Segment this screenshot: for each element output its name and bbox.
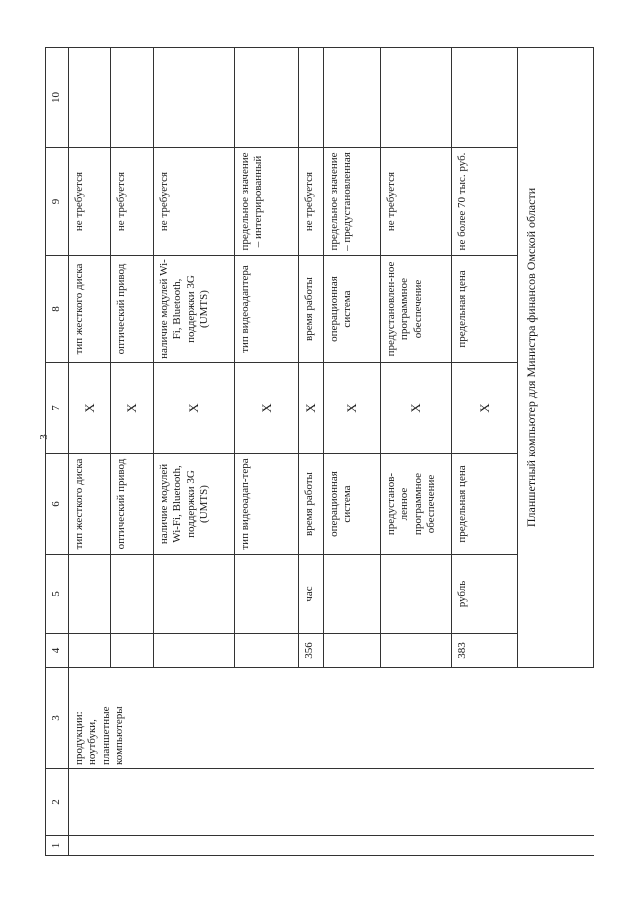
characteristic-cell: время работы [299,454,324,555]
value-cell: не требуется [299,148,324,256]
characteristic-cell: тип видеоадап-тера [235,454,299,555]
characteristic-cell: оптический привод [111,454,154,555]
characteristic-cell: предельная цена [452,454,518,555]
characteristic-cell: предустановлен-ное программное обеспечение [381,256,452,363]
column-number: 1 [46,836,69,856]
column-number: 5 [46,555,69,634]
footer-title: Планшетный компьютер для Министра финансов Омской области [518,48,594,668]
column-number: 7 [46,363,69,454]
unit-cell [154,555,235,634]
characteristic-cell: операционная система [324,454,381,555]
code-cell [69,634,111,668]
column-number: 3 [46,668,69,769]
column-number: 4 [46,634,69,668]
characteristic-cell: тип видеоадаптера [235,256,299,363]
empty-cell [324,48,381,148]
x-cell: X [452,363,518,454]
code-cell [111,634,154,668]
column-number: 9 [46,148,69,256]
characteristic-cell: тип жесткого диска [69,256,111,363]
characteristic-cell: предельная цена [452,256,518,363]
page-number: 3 [38,434,50,440]
value-cell: предельное значение – интегрированный [235,148,299,256]
code-cell [324,634,381,668]
value-cell: не требуется [381,148,452,256]
column-number: 6 [46,454,69,555]
blank-cell [518,836,594,856]
x-cell: X [154,363,235,454]
blank-cell [518,769,594,836]
value-cell: не более 70 тыс. руб. [452,148,518,256]
value-cell: не требуется [111,148,154,256]
x-cell: X [299,363,324,454]
x-cell: X [381,363,452,454]
unit-cell [235,555,299,634]
rotated-page [45,48,595,856]
empty-cell [69,48,111,148]
characteristic-cell: время работы [299,256,324,363]
column-number: 8 [46,256,69,363]
empty-cell [299,48,324,148]
footer-row [518,48,594,856]
characteristic-cell: наличие модулей Wi-Fi, Bluetooth, поддержки 3G (UMTS) [154,256,235,363]
value-cell: не требуется [154,148,235,256]
unit-cell [324,555,381,634]
code-cell [235,634,299,668]
characteristic-cell: наличие модулей Wi-Fi, Bluetooth, поддержки 3G (UMTS) [154,454,235,555]
product-cell: продукции: ноутбуки, планшетные компьютеры [69,668,518,769]
x-cell: X [69,363,111,454]
column-number-row [46,48,69,856]
code-cell [381,634,452,668]
blank-cell [518,668,594,769]
empty-cell [154,48,235,148]
unit-cell [381,555,452,634]
empty-cell [452,48,518,148]
x-cell: X [235,363,299,454]
column-number: 2 [46,769,69,836]
column-number: 10 [46,48,69,148]
characteristic-cell: тип жесткого диска [69,454,111,555]
characteristic-cell: оптический привод [111,256,154,363]
unit-cell [111,555,154,634]
unit-cell [69,555,111,634]
blank-cell [69,769,518,836]
code-cell: 356 [299,634,324,668]
code-cell: 383 [452,634,518,668]
x-cell: X [111,363,154,454]
characteristics-table [45,47,594,856]
x-cell: X [324,363,381,454]
empty-cell [235,48,299,148]
value-cell: предельное значение – предустановленная [324,148,381,256]
blank-cell [69,836,518,856]
code-cell [154,634,235,668]
characteristic-cell: предустанов-ленное программное обеспечение [381,454,452,555]
unit-cell: рубль [452,555,518,634]
characteristic-cell: операционная система [324,256,381,363]
empty-cell [111,48,154,148]
value-cell: не требуется [69,148,111,256]
unit-cell: час [299,555,324,634]
empty-cell [381,48,452,148]
table-row [69,48,111,856]
